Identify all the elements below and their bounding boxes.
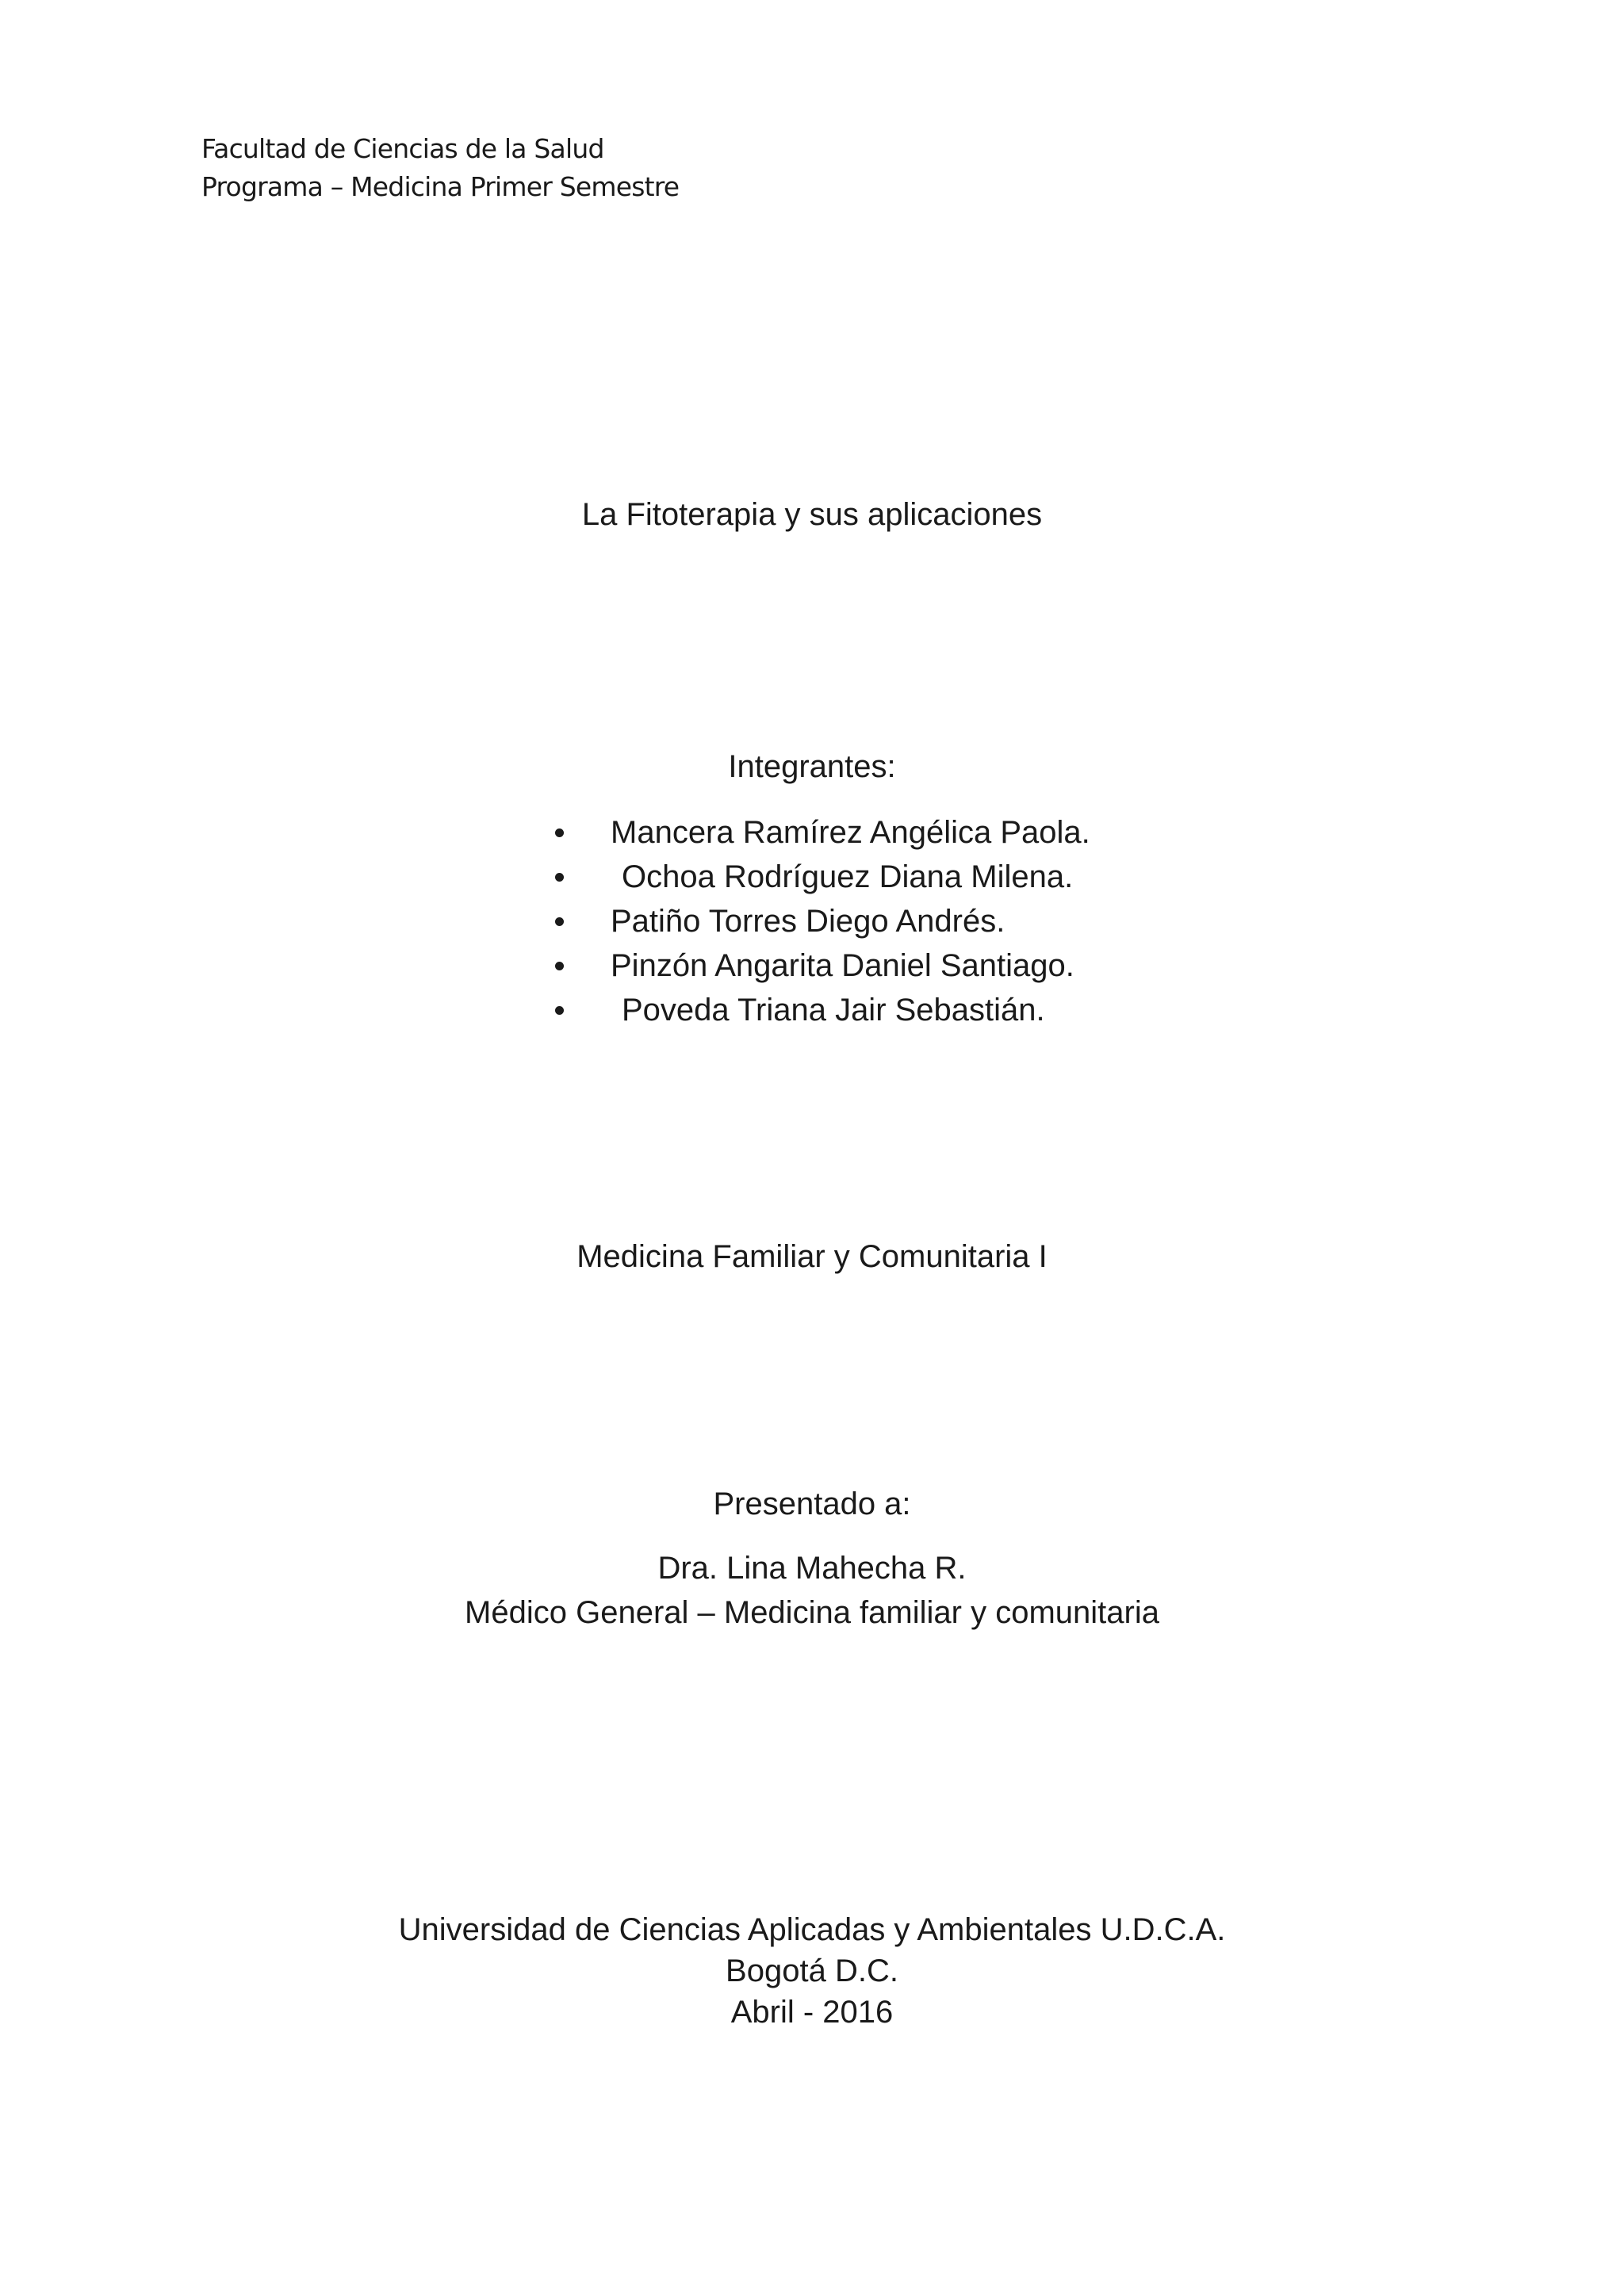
faculty-line: Facultad de Ciencias de la Salud bbox=[201, 133, 604, 164]
bullet-icon bbox=[555, 828, 564, 837]
title-text: La Fitoterapia y sus aplicaciones bbox=[581, 497, 1043, 532]
course-name bbox=[0, 1237, 1624, 1276]
bullet-icon bbox=[555, 873, 564, 882]
institution-name: Universidad de Ciencias Aplicadas y Ambientales U.D.C.A. bbox=[398, 1912, 1226, 1947]
document-title bbox=[0, 495, 1624, 534]
advisor-name: Dra. Lina Mahecha R. bbox=[657, 1551, 967, 1586]
presented-heading bbox=[0, 1484, 1624, 1524]
list-item bbox=[547, 810, 1090, 855]
list-item bbox=[547, 943, 1090, 988]
bullet-icon bbox=[555, 917, 564, 926]
members-heading bbox=[0, 747, 1624, 786]
member-name: Ochoa Rodríguez Diana Milena. bbox=[622, 859, 1074, 894]
course-text: Medicina Familiar y Comunitaria I bbox=[576, 1239, 1048, 1274]
advisor-role: Médico General – Medicina familiar y comunitaria bbox=[465, 1595, 1159, 1630]
list-item bbox=[547, 855, 1090, 899]
member-name: Pinzón Angarita Daniel Santiago. bbox=[611, 948, 1074, 983]
institution-block bbox=[0, 1909, 1624, 2033]
document-header bbox=[201, 130, 679, 206]
presented-to bbox=[0, 1546, 1624, 1635]
presented-heading-text: Presentado a: bbox=[713, 1487, 911, 1521]
member-name: Mancera Ramírez Angélica Paola. bbox=[611, 815, 1090, 850]
institution-city: Bogotá D.C. bbox=[726, 1954, 898, 1988]
document-date: Abril - 2016 bbox=[730, 1995, 894, 2030]
program-line: Programa – Medicina Primer Semestre bbox=[201, 171, 680, 202]
members-heading-text: Integrantes: bbox=[728, 749, 896, 784]
list-item bbox=[547, 988, 1090, 1032]
list-item bbox=[547, 899, 1090, 943]
member-name: Patiño Torres Diego Andrés. bbox=[611, 904, 1005, 939]
bullet-icon bbox=[555, 1006, 564, 1015]
member-name: Poveda Triana Jair Sebastián. bbox=[622, 993, 1045, 1027]
bullet-icon bbox=[555, 962, 564, 970]
members-list bbox=[547, 810, 1090, 1032]
